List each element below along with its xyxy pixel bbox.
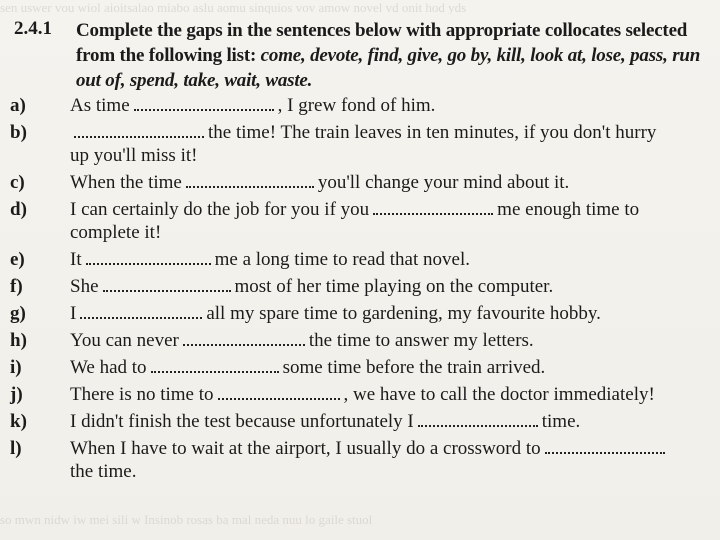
sentence-text-after: , I grew fond of him. (277, 95, 436, 116)
item-label: d) (10, 199, 27, 220)
sentence-item-j (10, 383, 700, 406)
sentence-item-b (10, 121, 700, 167)
sentence-text-after: the time! The train leaves in ten minutes, if you don't hurry up you'll miss it! (70, 122, 657, 166)
sentence-text-after: , we have to call the doctor immediately! (343, 384, 655, 405)
sentence-item-g (10, 302, 700, 325)
exercise-number: 2.4.1 (14, 18, 52, 39)
sentence-text-before: We had to (70, 357, 147, 378)
item-label: k) (10, 411, 27, 432)
answer-gap[interactable] (74, 124, 204, 138)
answer-gap[interactable] (218, 386, 340, 400)
sentence-item-e (10, 248, 700, 271)
sentence-item-f (10, 275, 700, 298)
sentence-text-before: When I have to wait at the airport, I usually do a crossword to (70, 438, 541, 459)
exercise-header (14, 18, 704, 93)
item-label: l) (10, 438, 22, 459)
sentence-list (10, 94, 700, 487)
exercise-word-list: come, devote, find, give, go by, kill, look at, lose, pass, run out of, spend, take, wait, waste. (76, 45, 701, 91)
sentence-item-l (10, 437, 700, 483)
sentence-text-after: most of her time playing on the computer. (234, 276, 554, 297)
item-label: f) (10, 276, 23, 297)
answer-gap[interactable] (103, 278, 231, 292)
item-label: j) (10, 384, 23, 405)
sentence-text-after: me a long time to read that novel. (214, 249, 470, 270)
exercise-instruction-block (76, 18, 704, 93)
sentence-text-before: There is no time to (70, 384, 214, 405)
sentence-item-c (10, 171, 700, 194)
bleed-through-text-top: sen uswer vou wiol aioitsalao miabo aslu aomu sinquios vov amow novel vd onit hod yds (0, 0, 467, 14)
sentence-text-before: When the time (70, 172, 182, 193)
item-label: a) (10, 95, 26, 116)
answer-gap[interactable] (134, 97, 274, 111)
sentence-text-after: me enough time to complete it! (70, 199, 640, 243)
sentence-text-before: I didn't finish the test because unfortunately I (70, 411, 414, 432)
answer-gap[interactable] (86, 251, 211, 265)
sentence-text-after: the time to answer my letters. (308, 330, 534, 351)
answer-gap[interactable] (151, 359, 279, 373)
sentence-text-after: time. (541, 411, 581, 432)
answer-gap[interactable] (80, 305, 202, 319)
item-label: i) (10, 357, 22, 378)
answer-gap[interactable] (418, 413, 538, 427)
answer-gap[interactable] (186, 174, 314, 188)
sentence-item-a (10, 94, 700, 117)
answer-gap[interactable] (183, 332, 305, 346)
sentence-item-h (10, 329, 700, 352)
sentence-text-after: you'll change your mind about it. (317, 172, 570, 193)
item-label: h) (10, 330, 27, 351)
sentence-text-after: the time. (70, 461, 137, 482)
item-label: e) (10, 249, 25, 270)
sentence-text-before: You can never (70, 330, 179, 351)
exercise-instruction: Complete the gaps in the sentences below with appropriate collocates selected from the following list: (76, 20, 688, 66)
sentence-text-before: As time (70, 95, 130, 116)
sentence-item-d (10, 198, 700, 244)
answer-gap[interactable] (373, 201, 493, 215)
item-label: g) (10, 303, 26, 324)
sentence-text-before: She (70, 276, 99, 297)
sentence-item-k (10, 410, 700, 433)
sentence-text-after: some time before the train arrived. (282, 357, 546, 378)
item-label: c) (10, 172, 25, 193)
sentence-text-before: It (70, 249, 82, 270)
answer-gap[interactable] (545, 440, 665, 454)
sentence-item-i (10, 356, 700, 379)
sentence-text-after: all my spare time to gardening, my favourite hobby. (206, 303, 601, 324)
bleed-through-text-bottom: so mwn nidw iw mei sili w Insinob rosas ba mal neda nuu lo gaile stuol (0, 512, 373, 527)
item-label: b) (10, 122, 27, 143)
sentence-text-before: I (70, 303, 77, 324)
sentence-text-before: I can certainly do the job for you if you (70, 199, 370, 220)
